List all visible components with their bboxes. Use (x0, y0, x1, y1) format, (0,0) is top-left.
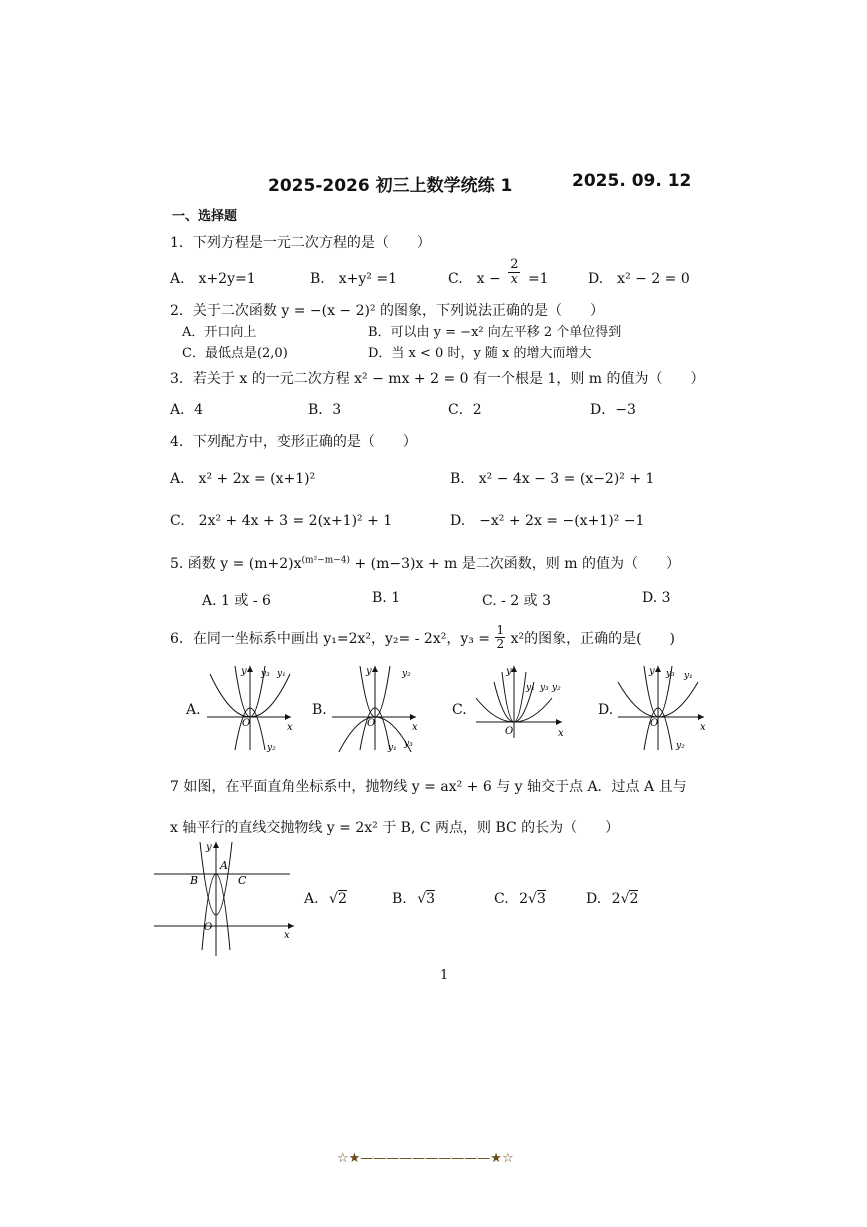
q7-option-d-label: D. (586, 891, 602, 907)
q6-stem-prefix: 6．在同一坐标系中画出 y₁=2x²，y₂= - 2x²，y₃ = (170, 631, 491, 647)
q6-a-curve-label-3: y₂ (267, 743, 276, 752)
q3-stem: 3．若关于 x 的一元二次方程 x² − mx + 2 = 0 有一个根是 1，则 m 的值为（ ） (170, 371, 705, 387)
q2-option-d: D．当 x < 0 时，y 随 x 的增大而增大 (368, 346, 592, 361)
q7-option-a-label: A. (304, 891, 319, 907)
q7-option-c-coef: 2 (519, 891, 529, 907)
q6-frac-denominator: 2 (496, 637, 505, 651)
q6-c-curve-label-3: y₂ (552, 683, 561, 693)
section-heading: 一、选择题 (172, 209, 238, 224)
page-title: 2025-2026 初三上数学统练 1 (268, 176, 513, 196)
q2-option-c: C．最低点是(2,0) (182, 346, 288, 361)
q3-option-a: A．4 (170, 402, 204, 418)
q3-option-b: B．3 (308, 402, 342, 418)
q1-fraction (508, 258, 520, 287)
q7-option-c-radicand: 3 (536, 891, 546, 907)
q7-option-a (304, 891, 347, 907)
q3-option-c: C．2 (448, 402, 482, 418)
q6-graph-a (205, 662, 295, 752)
q6-c-y-label: y (506, 666, 512, 677)
q4-option-a: A. x² + 2x = (x+1)² (170, 471, 316, 487)
q5-option-a: A. 1 或 - 6 (202, 593, 271, 609)
q4-option-c: C. 2x² + 4x + 3 = 2(x+1)² + 1 (170, 513, 393, 529)
q6-b-curve-label-1: y₂ (402, 669, 411, 679)
footer-decoration: ☆★——————————★☆ (337, 1151, 514, 1166)
q2-stem: 2．关于二次函数 y = −(x − 2)² 的图象，下列说法正确的是（ ） (170, 303, 605, 319)
q7-option-b-label: B. (392, 891, 407, 907)
q6-a-origin: O (242, 718, 251, 729)
q6-c-origin: O (505, 726, 514, 737)
q5-option-c: C. - 2 或 3 (482, 593, 552, 609)
q5-exponent: (m²−m−4) (301, 555, 351, 566)
q1-option-c-prefix: C. x − (448, 271, 501, 287)
q7-sqrt-sign-d: √ (620, 891, 630, 907)
q5-stem-suffix: + (m−3)x + m 是二次函数，则 m 的值为（ ） (350, 556, 680, 572)
q7-option-a-radicand: 2 (337, 891, 347, 907)
q7-option-b (392, 891, 435, 907)
q4-option-b: B. x² − 4x − 3 = (x−2)² + 1 (450, 471, 655, 487)
q6-option-d-label: D. (598, 702, 614, 718)
q6-option-c-label: C. (452, 702, 467, 718)
q7-stem-line2: x 轴平行的直线交抛物线 y = 2x² 于 B, C 两点，则 BC 的长为（ ） (170, 820, 620, 836)
q7-figure (150, 838, 298, 960)
q6-d-curve-label-2: y₁ (684, 671, 693, 681)
q7-fig-point-b: B (190, 874, 199, 887)
q6-d-x-label: x (700, 722, 706, 733)
q1-option-c (448, 258, 549, 287)
q7-fig-point-c: C (238, 874, 247, 887)
q2-option-b: B．可以由 y = −x² 向左平移 2 个单位得到 (368, 325, 622, 340)
q6-b-curve-label-2: y₁ (388, 743, 397, 752)
q6-a-curve-label-2: y₁ (277, 669, 286, 679)
q6-c-x-label: x (558, 728, 564, 739)
q6-stem-suffix: x²的图象，正确的是( ) (510, 631, 676, 647)
q7-option-c (494, 891, 546, 907)
q6-b-curve-label-3: y₃ (404, 739, 413, 749)
q7-option-d-coef: 2 (611, 891, 621, 907)
q1-frac-denominator: x (510, 272, 519, 287)
q3-option-d: D．−3 (590, 402, 636, 418)
q7-fig-y-label: y (206, 842, 212, 853)
q7-fig-origin: O (204, 922, 213, 933)
q6-stem (170, 624, 675, 651)
q4-option-d: D. −x² + 2x = −(x+1)² −1 (450, 513, 645, 529)
q6-d-curve-label-3: y₂ (676, 741, 685, 751)
q1-option-c-suffix: =1 (527, 271, 549, 287)
q6-a-x-label: x (287, 722, 293, 733)
q2-option-a: A．开口向上 (182, 325, 257, 340)
q6-c-curve-label-2: y₃ (540, 683, 549, 693)
q7-option-c-label: C. (494, 891, 509, 907)
q6-b-x-label: x (412, 722, 418, 733)
q6-a-y-label: y (241, 666, 247, 677)
q5-option-b: B. 1 (372, 590, 401, 606)
q1-option-b: B. x+y² =1 (310, 271, 397, 287)
q6-b-y-label: y (366, 666, 372, 677)
q6-option-a-label: A. (186, 702, 201, 718)
q6-a-curve-label-1: y₃ (261, 669, 270, 679)
q7-fig-x-label: x (284, 930, 290, 941)
q7-option-b-radicand: 3 (426, 891, 436, 907)
q7-fig-point-a: A (220, 859, 228, 872)
q7-option-d-radicand: 2 (629, 891, 639, 907)
q1-option-d: D. x² − 2 = 0 (588, 271, 690, 287)
q1-frac-numerator: 2 (510, 257, 519, 272)
q6-option-b-label: B. (312, 702, 327, 718)
q1-option-a: A. x+2y=1 (170, 271, 256, 287)
q6-c-curve-label-1: y₁ (526, 683, 535, 693)
q6-fraction (495, 624, 505, 651)
q6-d-y-label: y (649, 666, 655, 677)
q5-option-d: D. 3 (642, 590, 671, 606)
q1-stem: 1．下列方程是一元二次方程的是（ ） (170, 235, 431, 251)
q5-stem-prefix: 5. 函数 y = (m+2)x (170, 556, 302, 572)
q7-sqrt-sign-b: √ (417, 891, 427, 907)
exam-date: 2025. 09. 12 (572, 171, 692, 191)
q6-b-origin: O (367, 718, 376, 729)
q6-graph-b (330, 662, 420, 752)
q7-option-d (586, 891, 638, 907)
q6-graph-d (616, 662, 708, 752)
q5-stem (170, 553, 680, 573)
q6-frac-numerator: 1 (496, 623, 505, 637)
q7-sqrt-sign-c: √ (528, 891, 537, 907)
q4-stem: 4．下列配方中，变形正确的是（ ） (170, 434, 417, 450)
q6-d-curve-label-1: y₃ (666, 669, 675, 679)
q7-stem-line1: 7 如图，在平面直角坐标系中，抛物线 y = ax² + 6 与 y 轴交于点 A．过点 A 且与 (170, 779, 687, 795)
q6-graph-c (474, 662, 566, 742)
q6-d-origin: O (650, 718, 659, 729)
q7-sqrt-sign-a: √ (329, 891, 338, 907)
page-number: 1 (440, 968, 449, 983)
